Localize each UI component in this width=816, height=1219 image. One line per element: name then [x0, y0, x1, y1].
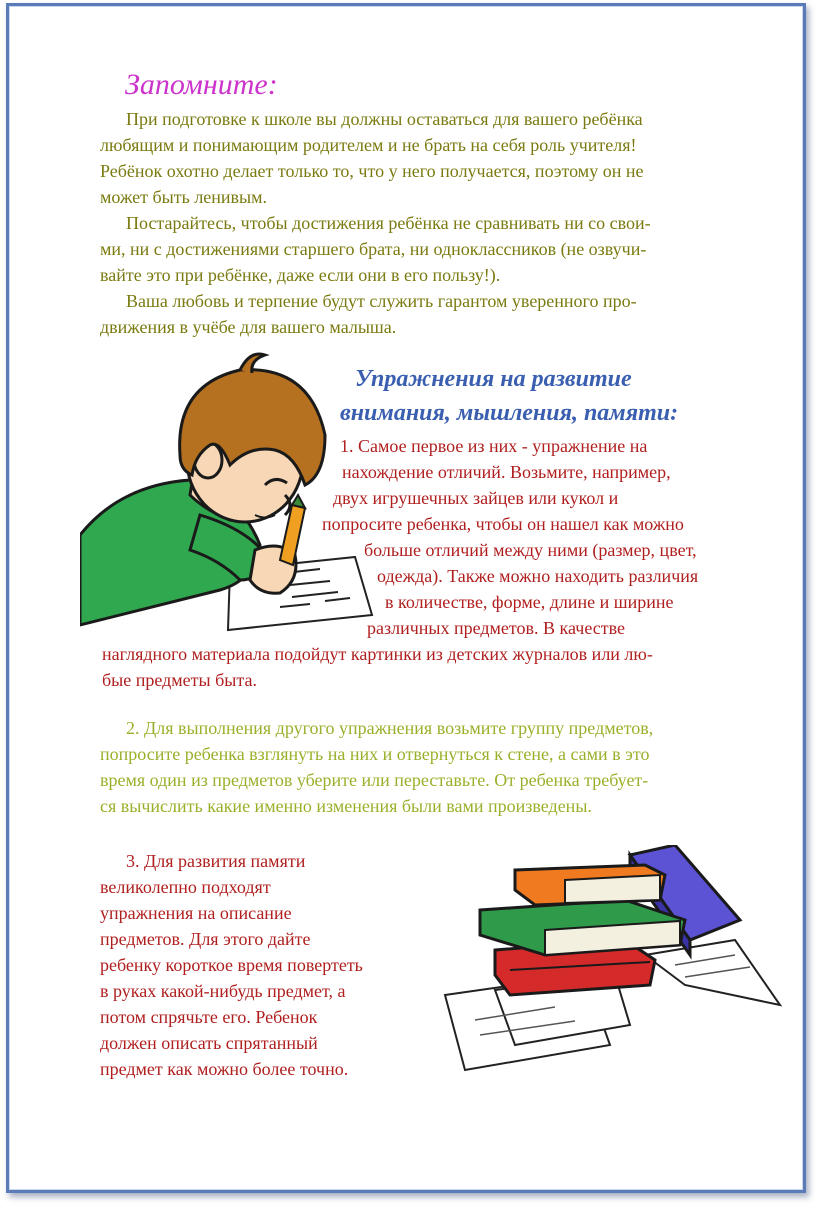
text-line: Ваша любовь и терпение будут служить гарантом уверенного про-: [126, 291, 637, 311]
text-line: двух игрушечных зайцев или кукол и: [333, 488, 619, 508]
exercise-3-paragraph: [100, 848, 363, 1082]
text-line: движения в учёбе для вашего малыша.: [100, 317, 397, 337]
text-line: любящим и понимающим родителем и не брать на себя роль учителя!: [100, 135, 637, 155]
text-line: больше отличий между ними (размер, цвет,: [364, 540, 697, 560]
stack-of-books-illustration: [435, 845, 785, 1075]
text-line: различных предметов. В качестве: [367, 618, 626, 638]
text-line: должен описать спрятанный: [100, 1033, 318, 1053]
text-line: упражнения на описание: [100, 903, 292, 923]
text-line: При подготовке к школе вы должны оставаться для вашего ребёнка: [126, 109, 643, 129]
text-line: бые предметы быта.: [102, 670, 257, 690]
text-line: Ребёнок охотно делает только то, что у него получается, поэтому он не: [100, 161, 644, 181]
exercise-2-paragraph: [100, 715, 653, 819]
text-line: ребенку короткое время повертеть: [100, 955, 363, 975]
text-line: может быть ленивым.: [100, 187, 268, 207]
text-line: великолепно подходят: [100, 877, 271, 897]
exercises-title-line1: Упражнения на развитие: [355, 366, 632, 392]
text-line: потом спрячьте его. Ребенок: [100, 1007, 318, 1027]
text-line: попросите ребенка, чтобы он нашел как можно: [322, 514, 684, 534]
exercise-1-paragraph: [0, 433, 816, 693]
text-line: время один из предметов уберите или переставьте. От ребенка требует-: [100, 770, 649, 790]
intro-paragraph: [100, 106, 770, 340]
exercises-title-line2: внимания, мышления, памяти:: [340, 400, 679, 426]
text-line: вайте это при ребёнке, даже если они в его пользу!).: [100, 265, 501, 285]
text-line: одежда). Также можно находить различия: [377, 566, 699, 586]
text-line: в количестве, форме, длине и ширине: [385, 592, 674, 612]
text-line: 1. Самое первое из них - упражнение на: [340, 436, 648, 456]
text-line: 3. Для развития памяти: [126, 851, 306, 871]
text-line: наглядного материала подойдут картинки из детских журналов или лю-: [102, 644, 653, 664]
text-line: 2. Для выполнения другого упражнения возьмите группу предметов,: [126, 718, 654, 738]
text-line: в руках какой-нибудь предмет, а: [100, 981, 346, 1001]
text-line: попросите ребенка взглянуть на них и отвернуться к стене, а сами в это: [100, 744, 650, 764]
text-line: нахождение отличий. Возьмите, например,: [342, 462, 671, 482]
text-line: ми, ни с достижениями старшего брата, ни одноклассников (не озвучи-: [100, 239, 647, 259]
text-line: предмет как можно более точно.: [100, 1059, 349, 1079]
text-line: Постарайтесь, чтобы достижения ребёнка не сравнивать ни со свои-: [126, 213, 651, 233]
text-line: предметов. Для этого дайте: [100, 929, 311, 949]
text-line: ся вычислить какие именно изменения были вами произведены.: [100, 796, 592, 816]
heading-remember: Запомните:: [125, 68, 278, 101]
